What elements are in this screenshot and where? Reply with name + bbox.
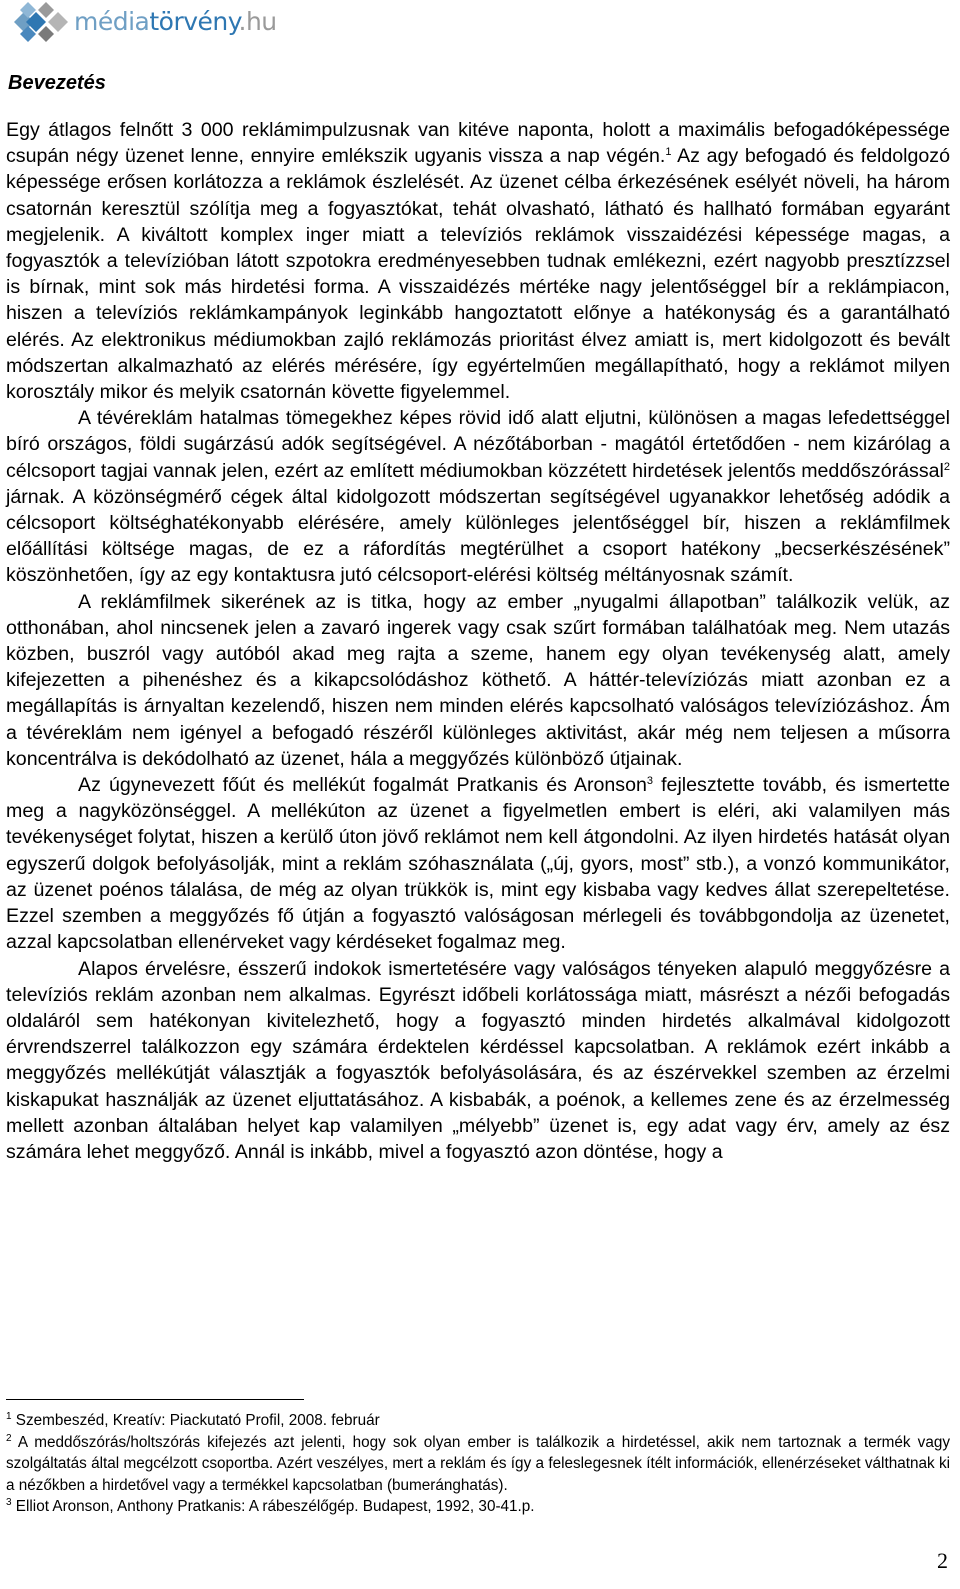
footnotes (6, 1410, 950, 1518)
paragraph-2 (6, 405, 950, 588)
paragraph-5 (6, 956, 950, 1166)
footnote-number: 3 (6, 1497, 12, 1508)
page-number: 2 (937, 1548, 948, 1573)
footnote-text: Szembeszéd, Kreatív: Piackutató Profil, 2008. február (11, 1412, 380, 1429)
paragraph-text: Egy átlagos felnőtt 3 000 reklámimpulzusnak van kitéve naponta, holott a maximális befogadóképessége csupán négy üzenet lenne, ennyire emlékszik ugyanis vissza a nap végén. (6, 119, 950, 168)
document-body (6, 117, 950, 1165)
paragraph-text: A reklámfilmek sikerének az is titka, hogy az ember „nyugalmi állapotban” találkozik velük, az otthonában, ahol nincsenek jelen a zavaró ingerek vagy csak szűrt formában találhatóak meg. Nem utazás közben, buszról vagy autóból akad meg rajta a szeme, hanem egy olyan tevékenység alatt, amely kifejezetten a pihenéshez és a kikapcsolódáshoz köthető. A háttér-televíziózás miatt azonban ez a megállapítás is árnyaltan kezelendő, hiszen nem minden elérés kapcsolható valóságos televíziózáshoz. Ám a tévéreklám nem igényel a befogadó részéről különleges aktivitást, akár még nem teljesen a műsorra koncentrálva is dekódolható az üzenet, hála a meggyőzés különböző útjainak. (6, 590, 950, 770)
paragraph-text: Az úgynevezett főút és mellékút fogalmát Pratkanis és Aronson (78, 774, 647, 797)
paragraph-text: Az agy befogadó és feldolgozó képessége erősen korlátozza a reklámok észlelését. Az üzenet célba érkezésének esélyét növeli, ha három csatornán keresztül szólítja meg a fogyasztókat, tehát olvasható, látható és hallható formában egyaránt megjelenik. A kiváltott komplex inger miatt a televíziós reklámok visszaidézési képessége magas, a fogyasztók a televízióban látott szpotokra eredményesebben tudnak emlékezni, ezért nagyobb presztízzsel is bírnak, mint sok más hirdetési forma. A visszaidézés mértéke nagy jelentőséggel bír a reklámpiacon, hiszen a televíziós reklámkampányok leginkább hangoztatott előnye a hatékonyság és a garantálható elérés. Az elektronikus médiumokban zajló reklámozás prioritást élvez amiatt is, mert kidolgozott és bevált módszertan alkalmazható az elérés mérésére, így egyértelműen megállapítható, hogy a reklámot milyen korosztály mikor és melyik csatornán követte figyelemmel. (6, 145, 950, 404)
footnote-separator (6, 1399, 304, 1400)
footnote-2 (6, 1432, 950, 1497)
footnote-ref-3: 3 (646, 775, 654, 788)
logo-diamonds-icon (4, 2, 70, 42)
paragraph-4 (6, 772, 950, 955)
paragraph-text: fejlesztette tovább, és ismertette meg a nagyközönséggel. A mellékúton az üzenet a figyelmetlen embert is eléri, aki valamilyen más tevékenységet folytat, hiszen a kerülő úton jövő reklámot nem kell átgondolni. Az ilyen hirdetés hatását olyan egyszerű dolgok befolyásolják, mint a reklám szóhasználata („új, gyors, most” stb.), a vonzó kommunikátor, az üzenet poénos tálalása, de még az olyan trükkök is, mint egy kisbaba vagy kedves állat szerepeltetése. Ezzel szemben a meggyőzés fő útján a fogyasztó valóságosan mérlegeli és továbbgondolja az üzenetet, azzal kapcsolatban ellenérveket vagy kérdéseket fogalmaz meg. (6, 774, 950, 954)
footnote-text: Elliot Aronson, Anthony Pratkanis: A rábeszélőgép. Budapest, 1992, 30-41.p. (11, 1498, 535, 1515)
page-title: Bevezetés (8, 72, 106, 94)
logo-word-media: média (74, 7, 150, 36)
logo-word-torveny: törvény (149, 7, 239, 36)
footnote-text: A meddőszórás/holtszórás kifejezés azt jelenti, hogy sok olyan ember is találkozik a hirdetéssel, akik nem tartoznak a termék vagy szolgáltatás által megcélzott csoportba. Azért veszélyes, mert a reklám és így a feleslegesnek ítélt információk, ellenérzéseket válthatnak ki a nézőkben a hirdetővel vagy a termékkel kapcsolatban (bumeránghatás). (6, 1433, 950, 1494)
footnote-3 (6, 1496, 950, 1518)
site-logo (4, 2, 277, 42)
footnote-ref-2: 2 (943, 460, 950, 473)
logo-word-hu: .hu (238, 7, 277, 36)
footnote-1 (6, 1410, 950, 1432)
paragraph-text: A tévéreklám hatalmas tömegekhez képes rövid idő alatt eljutni, különösen a magas lefedettséggel bíró országos, földi sugárzású adók segítségével. A nézőtáborban - magától értetődően - nem kizárólag a célcsoport tagjai vannak jelen, ezért az említett médiumokban közzétett hirdetések jelentős meddőszórással (6, 407, 950, 482)
paragraph-text: járnak. A közönségmérő cégek által kidolgozott módszertan segítségével ugyanakkor lehetőség adódik a célcsoport költséghatékonyabb elérésére, amely különleges jelentőséggel bír, hiszen a reklámfilmek előállítási költsége magas, de ez a ráfordítás megtérülhet a csoport hatékony „becserkészésének” köszönhetően, így az egy kontaktusra jutó célcsoport-elérési költség méltányosnak számít. (6, 485, 950, 587)
paragraph-1 (6, 117, 950, 405)
footnote-ref-1: 1 (665, 146, 672, 159)
paragraph-3 (6, 589, 950, 772)
footnote-number: 2 (6, 1432, 12, 1444)
paragraph-text: Alapos érvelésre, ésszerű indokok ismertetésére vagy valóságos tényeken alapuló meggyőzésre a televíziós reklám azonban nem alkalmas. Egyrészt időbeli korlátossága miatt, másrészt a nézői befogadás oldaláról sem hatékonyan kivitelezhető, hogy a fogyasztó minden hirdetés alkalmával kidolgozott érvrendszerrel találkozzon egy számára érdektelen kérdéssel kapcsolatban. A reklámok ezért inkább a meggyőzés mellékútját választják a fogyasztók befolyásolására, és az észérvekkel szemben az érzelmi kiskapukat használják az üzenet eljuttatásához. A kisbabák, a poénok, a kellemes zene és az érzelmesség mellett azonban általában helyet kap valamilyen „mélyebb” üzenet is, egy adat vagy érv, amely az ész számára lehet meggyőző. Annál is inkább, mivel a fogyasztó azon döntése, hogy a (6, 957, 950, 1163)
logo-wordmark (74, 2, 277, 42)
footnote-number: 1 (6, 1411, 12, 1422)
